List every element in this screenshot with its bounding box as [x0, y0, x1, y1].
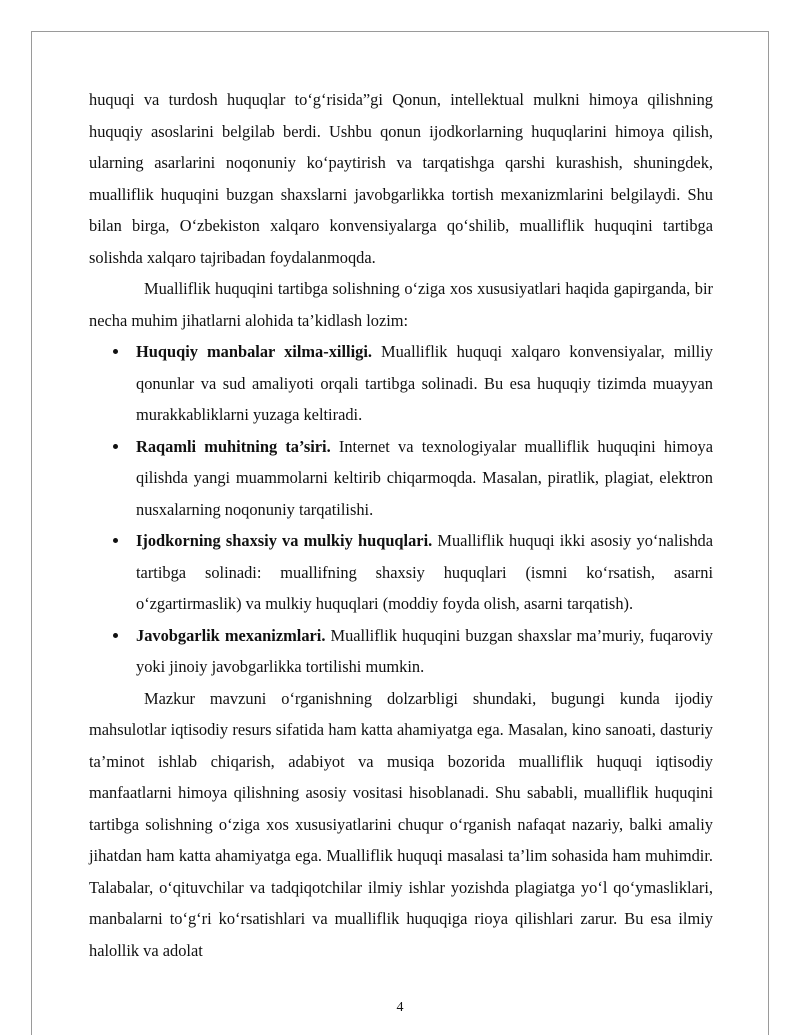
bullet-list: [89, 336, 713, 683]
bullet-icon: [113, 538, 118, 543]
page-content: [89, 84, 713, 966]
list-item-title: Huquqiy manbalar xilma-xilligi.: [136, 342, 372, 361]
list-item-title: Raqamli muhitning ta’siri.: [136, 436, 331, 456]
list-item: [89, 431, 713, 526]
list-item-text: Mualliflik huquqi ikki asosiy yo‘nalishda tartibga solinadi: muallifning shaxsiy huquqlari (ismni ko‘rsatish, asarni o‘zgartirmaslik) va mulkiy huquqlari (moddiy foyda olish, asarni tarqatish).: [136, 531, 714, 613]
paragraph-1: huquqi va turdosh huquqlar to‘g‘risida”gi Qonun, intellektual mulkni himoya qilishning huquqiy asoslarini belgilab berdi. Ushbu qonun ijodkorlarning huquqlarini himoya qilish, ularning asarlarini noqonuniy ko‘paytirish va tarqatishga qarshi kurashish, shuningdek, mualliflik huquqini buzgan shaxslarni javobgarlikka tortish mexanizmlarini belgilaydi. Shu bilan birga, O‘zbekiston xalqaro konvensiyalarga qo‘shilib, mualliflik huquqini tartibga solishda xalqaro tajribadan foydalanmoqda.: [89, 90, 713, 267]
bullet-icon: [113, 633, 118, 638]
list-item-title: Ijodkorning shaxsiy va mulkiy huquqlari.: [136, 531, 433, 550]
list-item-title: Javobgarlik mexanizmlari.: [136, 625, 326, 645]
list-item-text: Mualliflik huquqi xalqaro konvensiyalar, milliy qonunlar va sud amaliyoti orqali tartibga solinadi. Bu esa huquqiy tizimda muayyan murakkabliklarni yuzaga keltiradi.: [136, 342, 713, 424]
paragraph-3: Mazkur mavzuni o‘rganishning dolzarbligi shundaki, bugungi kunda ijodiy mahsulotlar iqtisodiy resurs sifatida ham katta ahamiyatga ega. Masalan, kino sanoati, dasturiy ta’minot ishlab chiqarish, adabiyot va musiqa bozorida mualliflik huquqi iqtisodiy manfaatlarni himoya qilishning asosiy vositasi hisoblanadi. Shu sababli, mualliflik huquqini tartibga solishning o‘ziga xos xususiyatlarini chuqur o‘rganish nafaqat nazariy, balki amaliy jihatdan ham katta ahamiyatga ega. Mualliflik huquqi masalasi ta’lim sohasida ham muhimdir. Talabalar, o‘qituvchilar va tadqiqotchilar ilmiy ishlar yozishda plagiatga yo‘l qo‘ymasliklari, manbalarni to‘g‘ri ko‘rsatishlari va mualliflik huquqiga rioya qilishlari zarur. Bu esa ilmiy halollik va adolat: [89, 688, 713, 960]
bullet-icon: [113, 444, 118, 449]
list-item: [89, 620, 713, 683]
bullet-icon: [113, 349, 118, 354]
list-item-text: Mualliflik huquqini buzgan shaxslar ma’muriy, fuqaroviy yoki jinoiy javobgarlikka tortilishi mumkin.: [136, 625, 714, 676]
page-number: 4: [396, 1000, 404, 1015]
list-item: [89, 525, 713, 620]
list-item-text: Internet va texnologiyalar mualliflik huquqini himoya qilishda yangi muammolarni keltirib chiqarmoqda. Masalan, piratlik, plagiat, elektron nusxalarning noqonuniy tarqatilishi.: [136, 436, 713, 519]
paragraph-2: Mualliflik huquqini tartibga solishning o‘ziga xos xususiyatlari haqida gapirganda, bir necha muhim jihatlarni alohida ta’kidlash lozim:: [89, 279, 713, 330]
list-item: [89, 336, 713, 431]
